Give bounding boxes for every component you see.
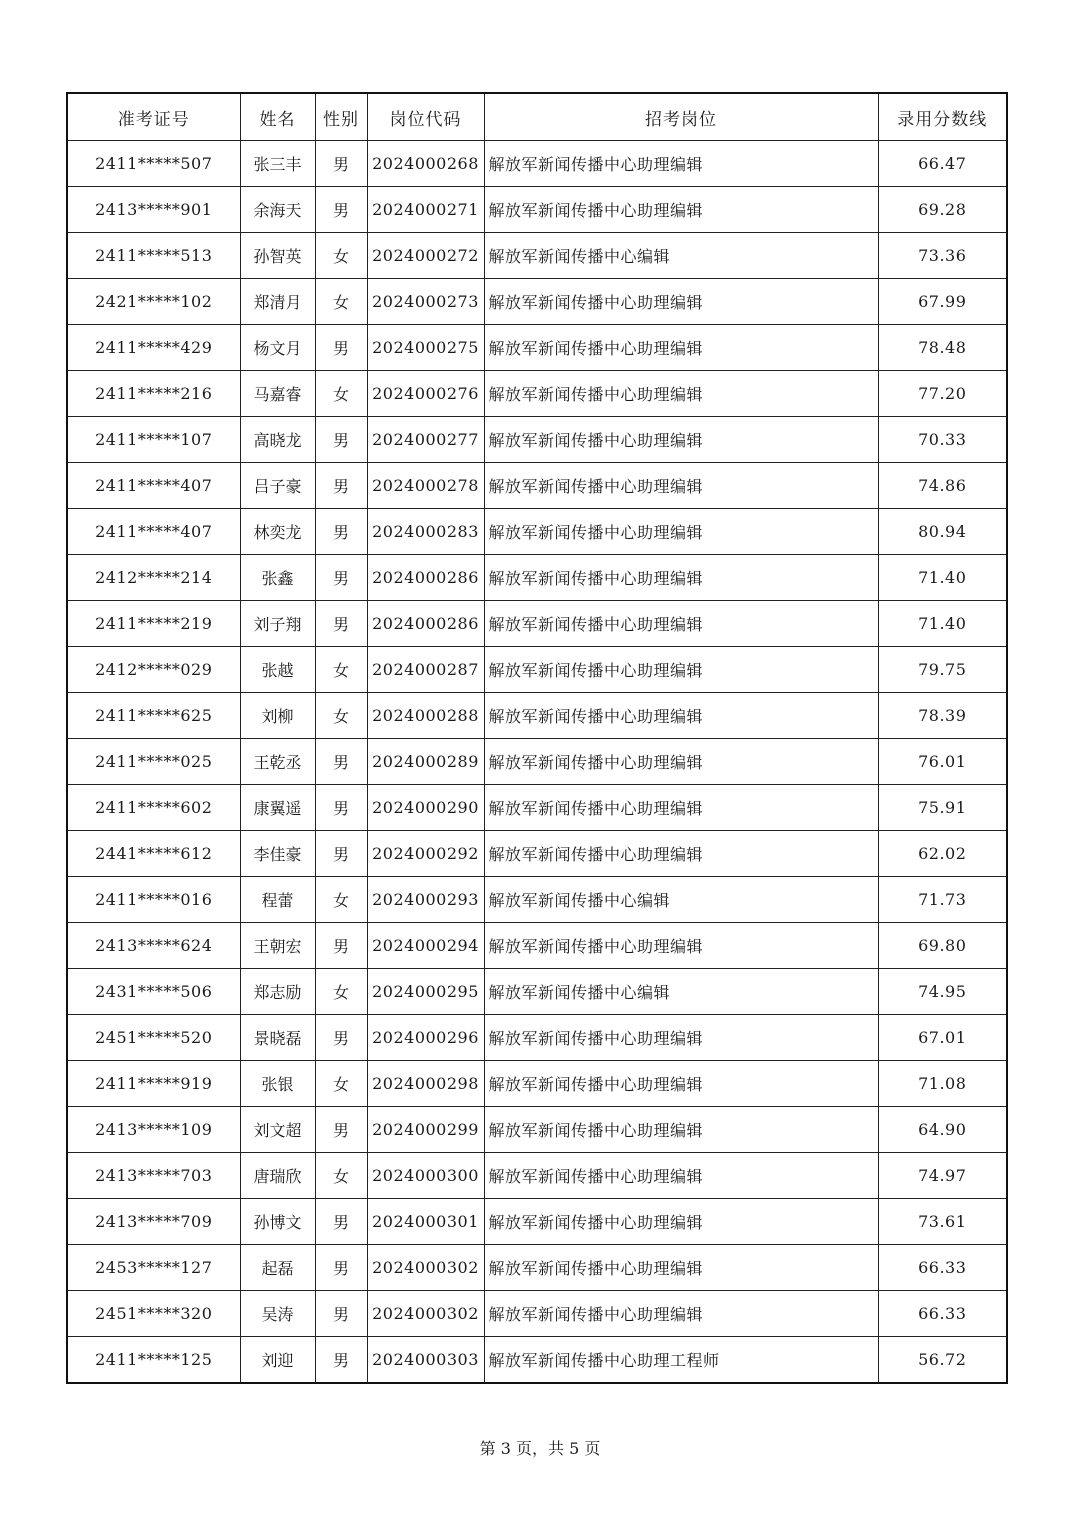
score-cell: 70.33 <box>878 417 1007 463</box>
gender-cell: 女 <box>315 969 367 1015</box>
gender-cell: 男 <box>315 1107 367 1153</box>
table-row <box>67 279 1007 325</box>
post-cell: 解放军新闻传播中心助理编辑 <box>484 1153 878 1199</box>
exam-id-cell: 2413*****109 <box>67 1107 240 1153</box>
post-code-cell: 2024000276 <box>367 371 484 417</box>
gender-cell: 男 <box>315 1015 367 1061</box>
table-row <box>67 1061 1007 1107</box>
post-code-cell: 2024000302 <box>367 1291 484 1337</box>
name-cell: 郑志励 <box>240 969 315 1015</box>
name-cell: 孙博文 <box>240 1199 315 1245</box>
post-code-cell: 2024000293 <box>367 877 484 923</box>
post-code-cell: 2024000268 <box>367 141 484 187</box>
exam-id-cell: 2413*****624 <box>67 923 240 969</box>
exam-id-cell: 2411*****602 <box>67 785 240 831</box>
post-cell: 解放军新闻传播中心助理编辑 <box>484 1291 878 1337</box>
name-cell: 吴涛 <box>240 1291 315 1337</box>
post-cell: 解放军新闻传播中心编辑 <box>484 233 878 279</box>
table-row <box>67 1291 1007 1337</box>
table-row <box>67 1199 1007 1245</box>
name-cell: 郑清月 <box>240 279 315 325</box>
post-cell: 解放军新闻传播中心编辑 <box>484 969 878 1015</box>
header-row <box>67 93 1007 141</box>
table-row <box>67 693 1007 739</box>
post-code-cell: 2024000275 <box>367 325 484 371</box>
gender-cell: 男 <box>315 1199 367 1245</box>
post-code-cell: 2024000289 <box>367 739 484 785</box>
post-code-cell: 2024000295 <box>367 969 484 1015</box>
header-post: 招考岗位 <box>484 93 878 141</box>
post-code-cell: 2024000303 <box>367 1337 484 1384</box>
score-cell: 73.61 <box>878 1199 1007 1245</box>
exam-id-cell: 2411*****429 <box>67 325 240 371</box>
score-cell: 77.20 <box>878 371 1007 417</box>
exam-id-cell: 2411*****513 <box>67 233 240 279</box>
name-cell: 杨文月 <box>240 325 315 371</box>
table-header <box>67 93 1007 141</box>
post-code-cell: 2024000300 <box>367 1153 484 1199</box>
post-code-cell: 2024000301 <box>367 1199 484 1245</box>
table-row <box>67 739 1007 785</box>
exam-id-cell: 2421*****102 <box>67 279 240 325</box>
score-cell: 74.86 <box>878 463 1007 509</box>
gender-cell: 男 <box>315 187 367 233</box>
name-cell: 康翼遥 <box>240 785 315 831</box>
gender-cell: 男 <box>315 1291 367 1337</box>
post-code-cell: 2024000292 <box>367 831 484 877</box>
gender-cell: 女 <box>315 693 367 739</box>
post-code-cell: 2024000272 <box>367 233 484 279</box>
score-cell: 80.94 <box>878 509 1007 555</box>
exam-id-cell: 2411*****216 <box>67 371 240 417</box>
name-cell: 张三丰 <box>240 141 315 187</box>
post-cell: 解放军新闻传播中心助理工程师 <box>484 1337 878 1384</box>
gender-cell: 男 <box>315 141 367 187</box>
post-code-cell: 2024000286 <box>367 601 484 647</box>
score-cell: 73.36 <box>878 233 1007 279</box>
post-cell: 解放军新闻传播中心助理编辑 <box>484 325 878 371</box>
post-cell: 解放军新闻传播中心助理编辑 <box>484 141 878 187</box>
score-cell: 79.75 <box>878 647 1007 693</box>
post-cell: 解放军新闻传播中心助理编辑 <box>484 739 878 785</box>
gender-cell: 女 <box>315 371 367 417</box>
post-code-cell: 2024000290 <box>367 785 484 831</box>
post-cell: 解放军新闻传播中心助理编辑 <box>484 1199 878 1245</box>
name-cell: 张越 <box>240 647 315 693</box>
post-code-cell: 2024000277 <box>367 417 484 463</box>
name-cell: 唐瑞欣 <box>240 1153 315 1199</box>
table-row <box>67 785 1007 831</box>
name-cell: 程蕾 <box>240 877 315 923</box>
header-exam-id: 准考证号 <box>67 93 240 141</box>
name-cell: 孙智英 <box>240 233 315 279</box>
exam-id-cell: 2411*****219 <box>67 601 240 647</box>
table-row <box>67 371 1007 417</box>
table-row <box>67 877 1007 923</box>
name-cell: 起磊 <box>240 1245 315 1291</box>
gender-cell: 男 <box>315 417 367 463</box>
name-cell: 马嘉睿 <box>240 371 315 417</box>
post-cell: 解放军新闻传播中心助理编辑 <box>484 463 878 509</box>
table-row <box>67 187 1007 233</box>
exam-id-cell: 2413*****703 <box>67 1153 240 1199</box>
score-cell: 71.40 <box>878 601 1007 647</box>
exam-id-cell: 2441*****612 <box>67 831 240 877</box>
score-cell: 75.91 <box>878 785 1007 831</box>
score-table <box>66 92 1008 1384</box>
post-code-cell: 2024000288 <box>367 693 484 739</box>
post-cell: 解放军新闻传播中心编辑 <box>484 877 878 923</box>
name-cell: 刘子翔 <box>240 601 315 647</box>
post-cell: 解放军新闻传播中心助理编辑 <box>484 417 878 463</box>
table-row <box>67 923 1007 969</box>
gender-cell: 女 <box>315 233 367 279</box>
name-cell: 王朝宏 <box>240 923 315 969</box>
post-cell: 解放军新闻传播中心助理编辑 <box>484 1015 878 1061</box>
post-cell: 解放军新闻传播中心助理编辑 <box>484 187 878 233</box>
post-cell: 解放军新闻传播中心助理编辑 <box>484 693 878 739</box>
score-cell: 74.95 <box>878 969 1007 1015</box>
gender-cell: 男 <box>315 785 367 831</box>
exam-id-cell: 2453*****127 <box>67 1245 240 1291</box>
name-cell: 张银 <box>240 1061 315 1107</box>
score-cell: 64.90 <box>878 1107 1007 1153</box>
header-name: 姓名 <box>240 93 315 141</box>
gender-cell: 男 <box>315 923 367 969</box>
gender-cell: 女 <box>315 1153 367 1199</box>
score-cell: 76.01 <box>878 739 1007 785</box>
name-cell: 刘文超 <box>240 1107 315 1153</box>
table-row <box>67 1245 1007 1291</box>
post-code-cell: 2024000273 <box>367 279 484 325</box>
post-cell: 解放军新闻传播中心助理编辑 <box>484 647 878 693</box>
table-row <box>67 463 1007 509</box>
exam-id-cell: 2451*****520 <box>67 1015 240 1061</box>
score-cell: 62.02 <box>878 831 1007 877</box>
score-cell: 67.99 <box>878 279 1007 325</box>
table-row <box>67 969 1007 1015</box>
post-code-cell: 2024000286 <box>367 555 484 601</box>
score-cell: 74.97 <box>878 1153 1007 1199</box>
score-cell: 71.73 <box>878 877 1007 923</box>
gender-cell: 男 <box>315 463 367 509</box>
score-cell: 56.72 <box>878 1337 1007 1384</box>
table-row <box>67 233 1007 279</box>
gender-cell: 男 <box>315 739 367 785</box>
header-gender: 性别 <box>315 93 367 141</box>
exam-id-cell: 2413*****709 <box>67 1199 240 1245</box>
name-cell: 林奕龙 <box>240 509 315 555</box>
gender-cell: 男 <box>315 601 367 647</box>
table-row <box>67 601 1007 647</box>
post-cell: 解放军新闻传播中心助理编辑 <box>484 279 878 325</box>
table-row <box>67 509 1007 555</box>
post-cell: 解放军新闻传播中心助理编辑 <box>484 1061 878 1107</box>
score-cell: 67.01 <box>878 1015 1007 1061</box>
post-cell: 解放军新闻传播中心助理编辑 <box>484 1107 878 1153</box>
header-score-line: 录用分数线 <box>878 93 1007 141</box>
post-cell: 解放军新闻传播中心助理编辑 <box>484 555 878 601</box>
table-row <box>67 1153 1007 1199</box>
table-row <box>67 647 1007 693</box>
table-row <box>67 1015 1007 1061</box>
exam-id-cell: 2451*****320 <box>67 1291 240 1337</box>
gender-cell: 女 <box>315 279 367 325</box>
table-row <box>67 831 1007 877</box>
name-cell: 吕子豪 <box>240 463 315 509</box>
exam-id-cell: 2411*****016 <box>67 877 240 923</box>
post-cell: 解放军新闻传播中心助理编辑 <box>484 785 878 831</box>
exam-id-cell: 2411*****125 <box>67 1337 240 1384</box>
post-code-cell: 2024000283 <box>367 509 484 555</box>
post-code-cell: 2024000302 <box>367 1245 484 1291</box>
exam-id-cell: 2411*****407 <box>67 463 240 509</box>
score-cell: 71.40 <box>878 555 1007 601</box>
post-cell: 解放军新闻传播中心助理编辑 <box>484 1245 878 1291</box>
gender-cell: 女 <box>315 1061 367 1107</box>
name-cell: 刘柳 <box>240 693 315 739</box>
post-code-cell: 2024000298 <box>367 1061 484 1107</box>
name-cell: 刘迎 <box>240 1337 315 1384</box>
exam-id-cell: 2412*****029 <box>67 647 240 693</box>
exam-id-cell: 2411*****625 <box>67 693 240 739</box>
score-cell: 66.47 <box>878 141 1007 187</box>
post-cell: 解放军新闻传播中心助理编辑 <box>484 371 878 417</box>
score-cell: 69.28 <box>878 187 1007 233</box>
post-cell: 解放军新闻传播中心助理编辑 <box>484 601 878 647</box>
post-code-cell: 2024000294 <box>367 923 484 969</box>
gender-cell: 男 <box>315 831 367 877</box>
name-cell: 李佳豪 <box>240 831 315 877</box>
exam-id-cell: 2411*****107 <box>67 417 240 463</box>
score-cell: 71.08 <box>878 1061 1007 1107</box>
post-cell: 解放军新闻传播中心助理编辑 <box>484 831 878 877</box>
gender-cell: 男 <box>315 509 367 555</box>
table-row <box>67 555 1007 601</box>
score-cell: 66.33 <box>878 1291 1007 1337</box>
name-cell: 王乾丞 <box>240 739 315 785</box>
table-body <box>67 141 1007 1384</box>
table-row <box>67 141 1007 187</box>
post-code-cell: 2024000287 <box>367 647 484 693</box>
post-cell: 解放军新闻传播中心助理编辑 <box>484 923 878 969</box>
exam-id-cell: 2413*****901 <box>67 187 240 233</box>
score-cell: 78.39 <box>878 693 1007 739</box>
score-cell: 78.48 <box>878 325 1007 371</box>
exam-id-cell: 2411*****407 <box>67 509 240 555</box>
gender-cell: 男 <box>315 555 367 601</box>
table-row <box>67 325 1007 371</box>
score-cell: 69.80 <box>878 923 1007 969</box>
table-row <box>67 1107 1007 1153</box>
name-cell: 张鑫 <box>240 555 315 601</box>
header-post-code: 岗位代码 <box>367 93 484 141</box>
table-row <box>67 1337 1007 1384</box>
gender-cell: 女 <box>315 647 367 693</box>
name-cell: 余海天 <box>240 187 315 233</box>
gender-cell: 女 <box>315 877 367 923</box>
exam-id-cell: 2412*****214 <box>67 555 240 601</box>
post-code-cell: 2024000271 <box>367 187 484 233</box>
page-number: 第 3 页，共 5 页 <box>479 1439 601 1458</box>
post-code-cell: 2024000299 <box>367 1107 484 1153</box>
exam-id-cell: 2411*****507 <box>67 141 240 187</box>
gender-cell: 男 <box>315 325 367 371</box>
table-row <box>67 417 1007 463</box>
name-cell: 景晓磊 <box>240 1015 315 1061</box>
exam-id-cell: 2411*****025 <box>67 739 240 785</box>
exam-id-cell: 2431*****506 <box>67 969 240 1015</box>
name-cell: 高晓龙 <box>240 417 315 463</box>
gender-cell: 男 <box>315 1337 367 1384</box>
post-code-cell: 2024000296 <box>367 1015 484 1061</box>
post-code-cell: 2024000278 <box>367 463 484 509</box>
score-cell: 66.33 <box>878 1245 1007 1291</box>
exam-id-cell: 2411*****919 <box>67 1061 240 1107</box>
post-cell: 解放军新闻传播中心助理编辑 <box>484 509 878 555</box>
gender-cell: 男 <box>315 1245 367 1291</box>
